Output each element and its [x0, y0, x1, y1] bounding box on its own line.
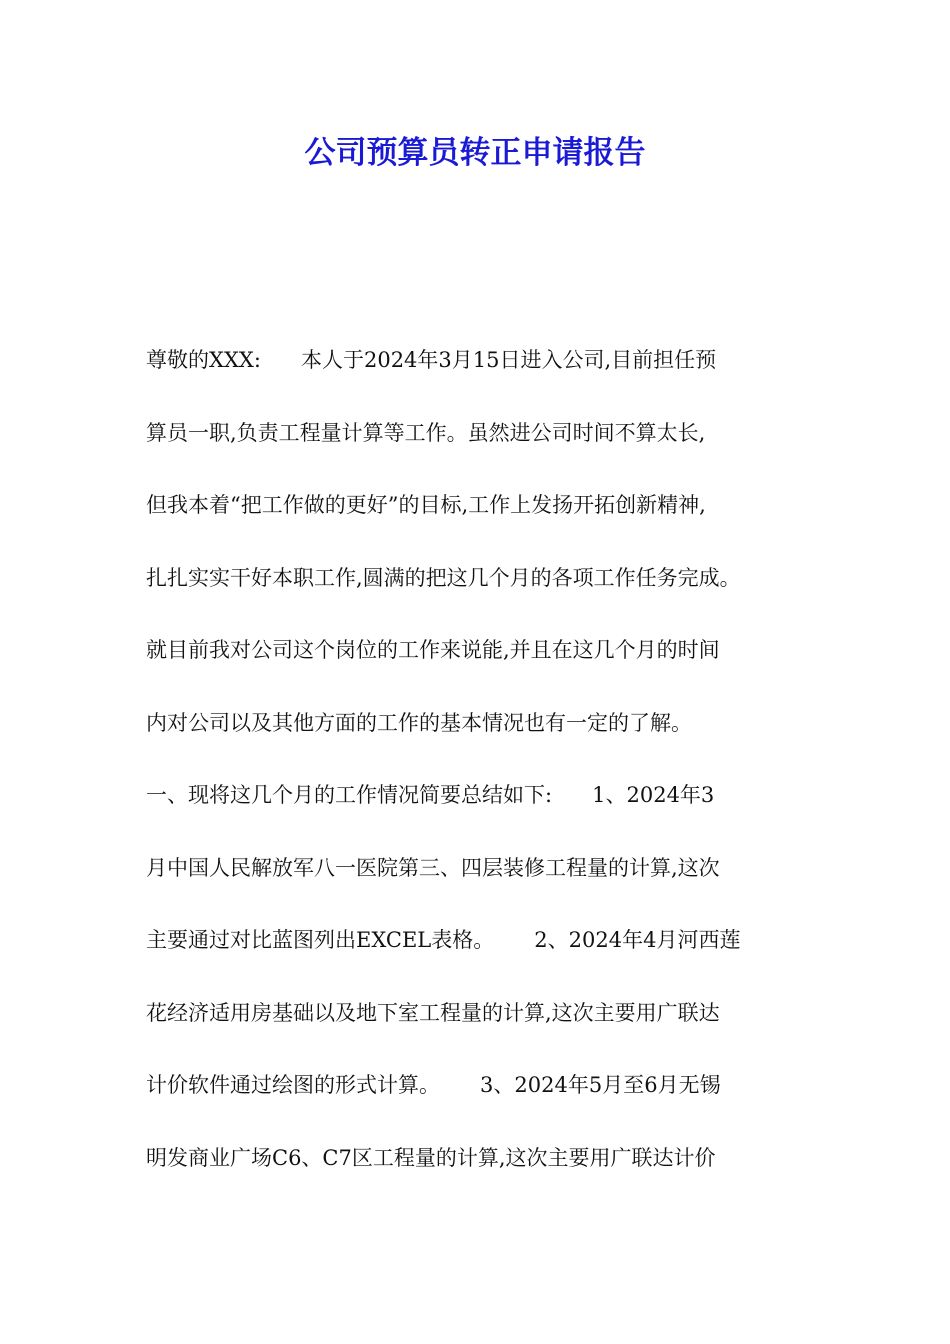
- body-line: 一、现将这几个月的工作情况简要总结如下: 1、2024年3: [146, 783, 715, 807]
- body-line: 尊敬的XXX: 本人于2024年3月15日进入公司,目前担任预: [146, 348, 717, 372]
- body-line: 花经济适用房基础以及地下室工程量的计算,这次主要用广联达: [146, 1000, 720, 1025]
- document-title: 公司预算员转正申请报告: [304, 135, 646, 171]
- body-line: 月中国人民解放军八一医院第三、四层装修工程量的计算,这次: [146, 855, 720, 880]
- document-body: [146, 340, 810, 1210]
- body-line: 但我本着“把工作做的更好”的目标,工作上发扬开拓创新精神,: [146, 493, 706, 517]
- body-line: 内对公司以及其他方面的工作的基本情况也有一定的了解。: [146, 710, 692, 735]
- body-line: 就目前我对公司这个岗位的工作来说能,并且在这几个月的时间: [146, 638, 720, 662]
- body-line: 主要通过对比蓝图列出EXCEL表格。 2、2024年4月河西莲: [146, 928, 741, 952]
- body-line: 明发商业广场C6、C7区工程量的计算,这次主要用广联达计价: [146, 1145, 716, 1170]
- body-line: 扎扎实实干好本职工作,圆满的把这几个月的各项工作任务完成。: [146, 565, 741, 590]
- body-line: 算员一职,负责工程量计算等工作。虽然进公司时间不算太长,: [146, 420, 706, 445]
- body-line: 计价软件通过绘图的形式计算。 3、2024年5月至6月无锡: [146, 1073, 721, 1097]
